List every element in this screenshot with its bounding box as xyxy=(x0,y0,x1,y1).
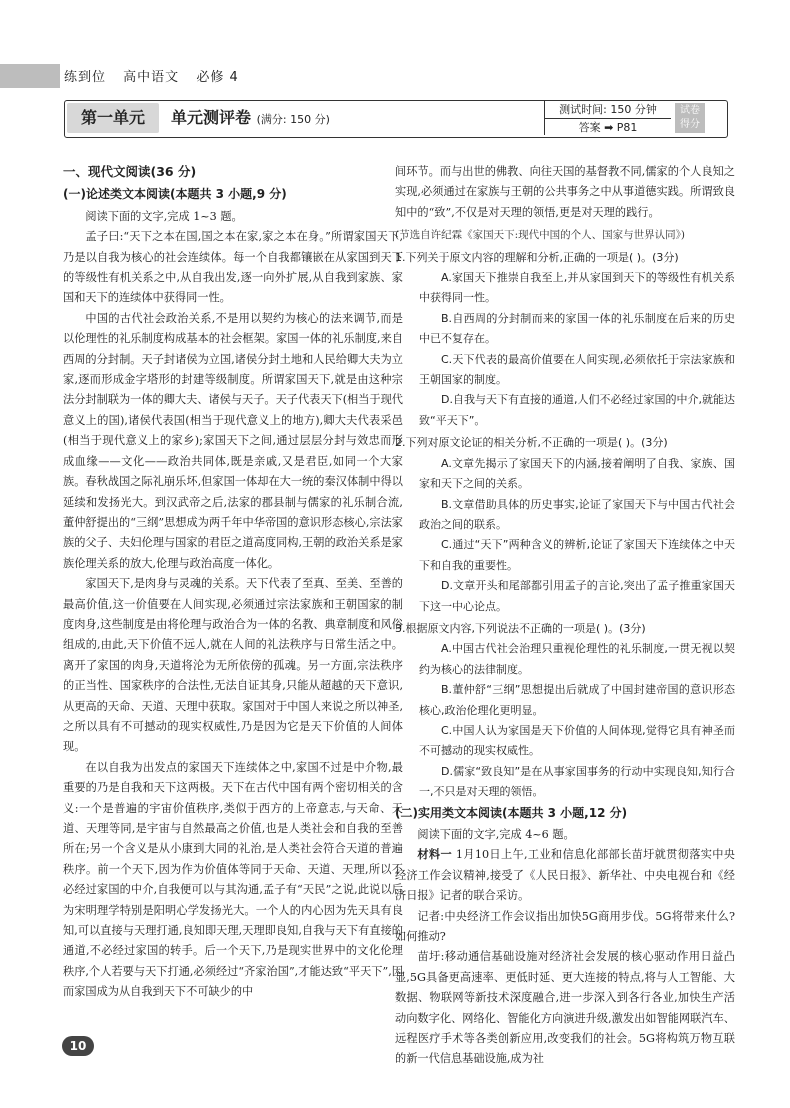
option: C.中国人认为家国是天下价值的人间体现,觉得它具有神圣而不可撼动的现实权威性。 xyxy=(419,723,735,758)
volume-name: 必修 4 xyxy=(196,70,239,85)
running-header xyxy=(64,66,251,85)
score-label-1: 试卷 xyxy=(680,105,700,116)
answer-ref: 答案 ➡ P81 xyxy=(545,118,671,136)
question-2: 2.下列对原文论证的相关分析,不正确的一项是( )。(3分) xyxy=(395,436,668,450)
instruction: 阅读下面的文字,完成 1~3 题。 xyxy=(85,209,243,223)
book-name: 练到位 xyxy=(64,70,107,85)
passage-paragraph: 在以自我为出发点的家国天下连续体之中,家国不过是中介物,最重要的乃是自我和天下这两极。天下在古代中国有两个密切相关的含义:一个是普遍的宇宙价值秩序,类似于西方的上帝意志,与天命、天道、天理等同,是宇宙与自然最高之价值,也是人类社会和自我的至善所在;另一个含义是从小康到大同的礼治,是人类社会符合天道的普遍秩序。前一个天下,因为作为价值体等同于天命、天道、天理,所以不必经过家国的中介,自我便可以与其沟通,孟子有“天民”之说,此说以后为宋明理学特别是阳明心学发扬光大。一个人的内心因为先天具有良知,可以直接与天理打通,良知即天理,天理即良知,自我与天下有直接的通道,不必经过家国的转手。后一个天下,乃是现实世界中的文化伦理秩序,个人若要与天下打通,必须经过“齐家治国”,才能达致“平天下”,因而家国成为从自我到天下不可缺少的中 xyxy=(63,760,403,999)
test-time: 测试时间: 150 分钟 xyxy=(559,103,657,116)
score-box xyxy=(675,103,705,133)
unit-title-text: 单元测评卷 xyxy=(171,108,252,127)
source-citation: (节选自许纪霖《家国天下:现代中国的个人、国家与世界认同》) xyxy=(395,229,685,242)
option: C.天下代表的最高价值要在人间实现,必须依托于宗法家族和王朝国家的制度。 xyxy=(419,352,735,387)
score-label-2: 得分 xyxy=(680,119,700,130)
passage-paragraph: 家国天下,是肉身与灵魂的关系。天下代表了至真、至美、至善的最高价值,这一价值要在人间实现,必须通过宗法家族和王朝国家的制度肉身,这些制度是由将伦理与政治合为一体的名教、典章制度和风俗组成的,由此,天下价值不远人,就在人间的礼法秩序与日常生活之中。离开了家国的肉身,天道将沦为无所依傍的孤魂。另一方面,宗法秩序的正当性、国家秩序的合法性,无法自证其身,只能从超越的天下意识,从更高的天命、天道、天理中获取。家国对于中国人来说之所以神圣,之所以具有不可撼动的现实权威性,乃是因为它是天下价值的人间体现。 xyxy=(63,577,403,754)
passage-paragraph: 中国的古代社会政治关系,不是用以契约为核心的法来调节,而是以伦理性的礼乐制度构成基本的社会框架。家国一体的礼乐制度,来自西周的分封制。天子封诸侯为立国,诸侯分封土地和人民给卿大夫为立家,逐而形成金字塔形的封建等级制度。所谓家国天下,就是由这种宗法分封制联为一体的卿大夫、诸侯与天子。天子代表天下(相当于现代意义上的国),诸侯代表国(相当于现代意义上的地方),卿大夫代表采邑(相当于现代意义上的家乡);家国天下之间,通过层层分封与效忠而形成血缘——文化——政治共同体,既是亲戚,又是君臣,如同一个大家族。春秋战国之际礼崩乐坏,但家国一体却在大一统的秦汉体制中得以延续和发扬光大。到汉武帝之后,法家的郡县制与儒家的礼乐制合流,董仲舒提出的“三纲”思想成为两千年中华帝国的意识形态核心,宗法家族的父子、夫妇伦理与国家的君臣之道高度同构,王朝的政治关系是家族伦理关系的放大,伦理与政治高度一体化。 xyxy=(63,311,403,570)
left-column xyxy=(63,162,403,1003)
option: B.文章借助具体的历史事实,论证了家国天下与中国古代社会政治之间的联系。 xyxy=(419,497,735,531)
option: A.文章先揭示了家国天下的内涵,接着阐明了自我、家族、国家和天下之间的关系。 xyxy=(419,456,735,491)
header-tab-bar xyxy=(0,64,60,88)
material-answer: 苗圩:移动通信基础设施对经济社会发展的核心驱动作用日益凸显,5G具备更高速率、更低时延、更大连接的特点,将与人工智能、大数据、物联网等新技术深度融合,进一步深入到各行各业,加快生产活动向数字化、网络化、智能化方向演进升级,激发出如智能网联汽车、远程医疗手术等各类创新应用,改变我们的社会。5G将构筑万物互联的新一代信息基础设施,成为社 xyxy=(395,950,735,1066)
option: C.通过“天下”两种含义的辨析,论证了家国天下连续体之中天下和自我的重要性。 xyxy=(419,538,735,572)
unit-label: 第一单元 xyxy=(67,103,159,133)
right-column xyxy=(395,162,735,1070)
test-meta-box xyxy=(544,101,671,135)
instruction: 阅读下面的文字,完成 4~6 题。 xyxy=(417,828,575,841)
option: B.自西周的分封制而来的家国一体的礼乐制度在后来的历史中已不复存在。 xyxy=(419,311,735,346)
material-question: 记者:中央经济工作会议指出加快5G商用步伐。5G将带来什么?如何推动? xyxy=(395,909,735,944)
question-3: 3.根据原文内容,下列说法不正确的一项是( )。(3分) xyxy=(395,621,646,635)
passage-paragraph: 间环节。而与出世的佛教、向往天国的基督教不同,儒家的个人良知之实现,必须通过在家族与王朝的公共事务之中从事道德实践。所谓致良知中的“致”,不仅是对天理的领悟,更是对天理的践行。 xyxy=(395,165,735,219)
subsection-heading: (二)实用类文本阅读(本题共 3 小题,12 分) xyxy=(395,805,628,820)
option: A.中国古代社会治理只重视伦理性的礼乐制度,一贯无视以契约为核心的法律制度。 xyxy=(419,642,735,676)
option: A.家国天下推崇自我至上,并从家国到天下的等级性有机关系中获得同一性。 xyxy=(419,271,735,305)
unit-score-note: (满分: 150 分) xyxy=(256,113,330,126)
question-1: 1.下列关于原文内容的理解和分析,正确的一项是( )。(3分) xyxy=(395,250,679,264)
subsection-heading: (一)论述类文本阅读(本题共 3 小题,9 分) xyxy=(63,187,287,202)
unit-title-box xyxy=(64,100,728,138)
unit-title xyxy=(171,101,330,135)
material-text: 1月10日上午,工业和信息化部部长苗圩就贯彻落实中央经济工作会议精神,接受了《人民日报》、新华社、中央电视台和《经济日报》记者的联合采访。 xyxy=(395,848,735,903)
section-heading: 一、现代文阅读(36 分) xyxy=(63,164,197,179)
material-paragraph xyxy=(395,845,735,906)
subject-name: 高中语文 xyxy=(123,70,180,85)
material-label: 材料一 xyxy=(417,848,452,862)
option: D.儒家“致良知”是在从事家国事务的行动中实现良知,知行合一,不只是对天理的领悟。 xyxy=(419,764,735,799)
option: B.董仲舒“三纲”思想提出后就成了中国封建帝国的意识形态核心,政治伦理化更明显。 xyxy=(419,683,735,717)
passage-paragraph: 孟子曰:“天下之本在国,国之本在家,家之本在身。”所谓家国天下,乃是以自我为核心的社会连续体。每一个自我都镶嵌在从家国到天下的等级性有机关系之中,从自我出发,逐一向外扩展,从自我到家族、家国和天下的连续体中获得同一性。 xyxy=(63,230,403,305)
option: D.自我与天下有直接的通道,人们不必经过家国的中介,就能达致“平天下”。 xyxy=(419,393,735,427)
option: D.文章开头和尾部都引用孟子的言论,突出了孟子推重家国天下这一中心论点。 xyxy=(419,579,735,613)
page-number: 10 xyxy=(62,1036,94,1056)
